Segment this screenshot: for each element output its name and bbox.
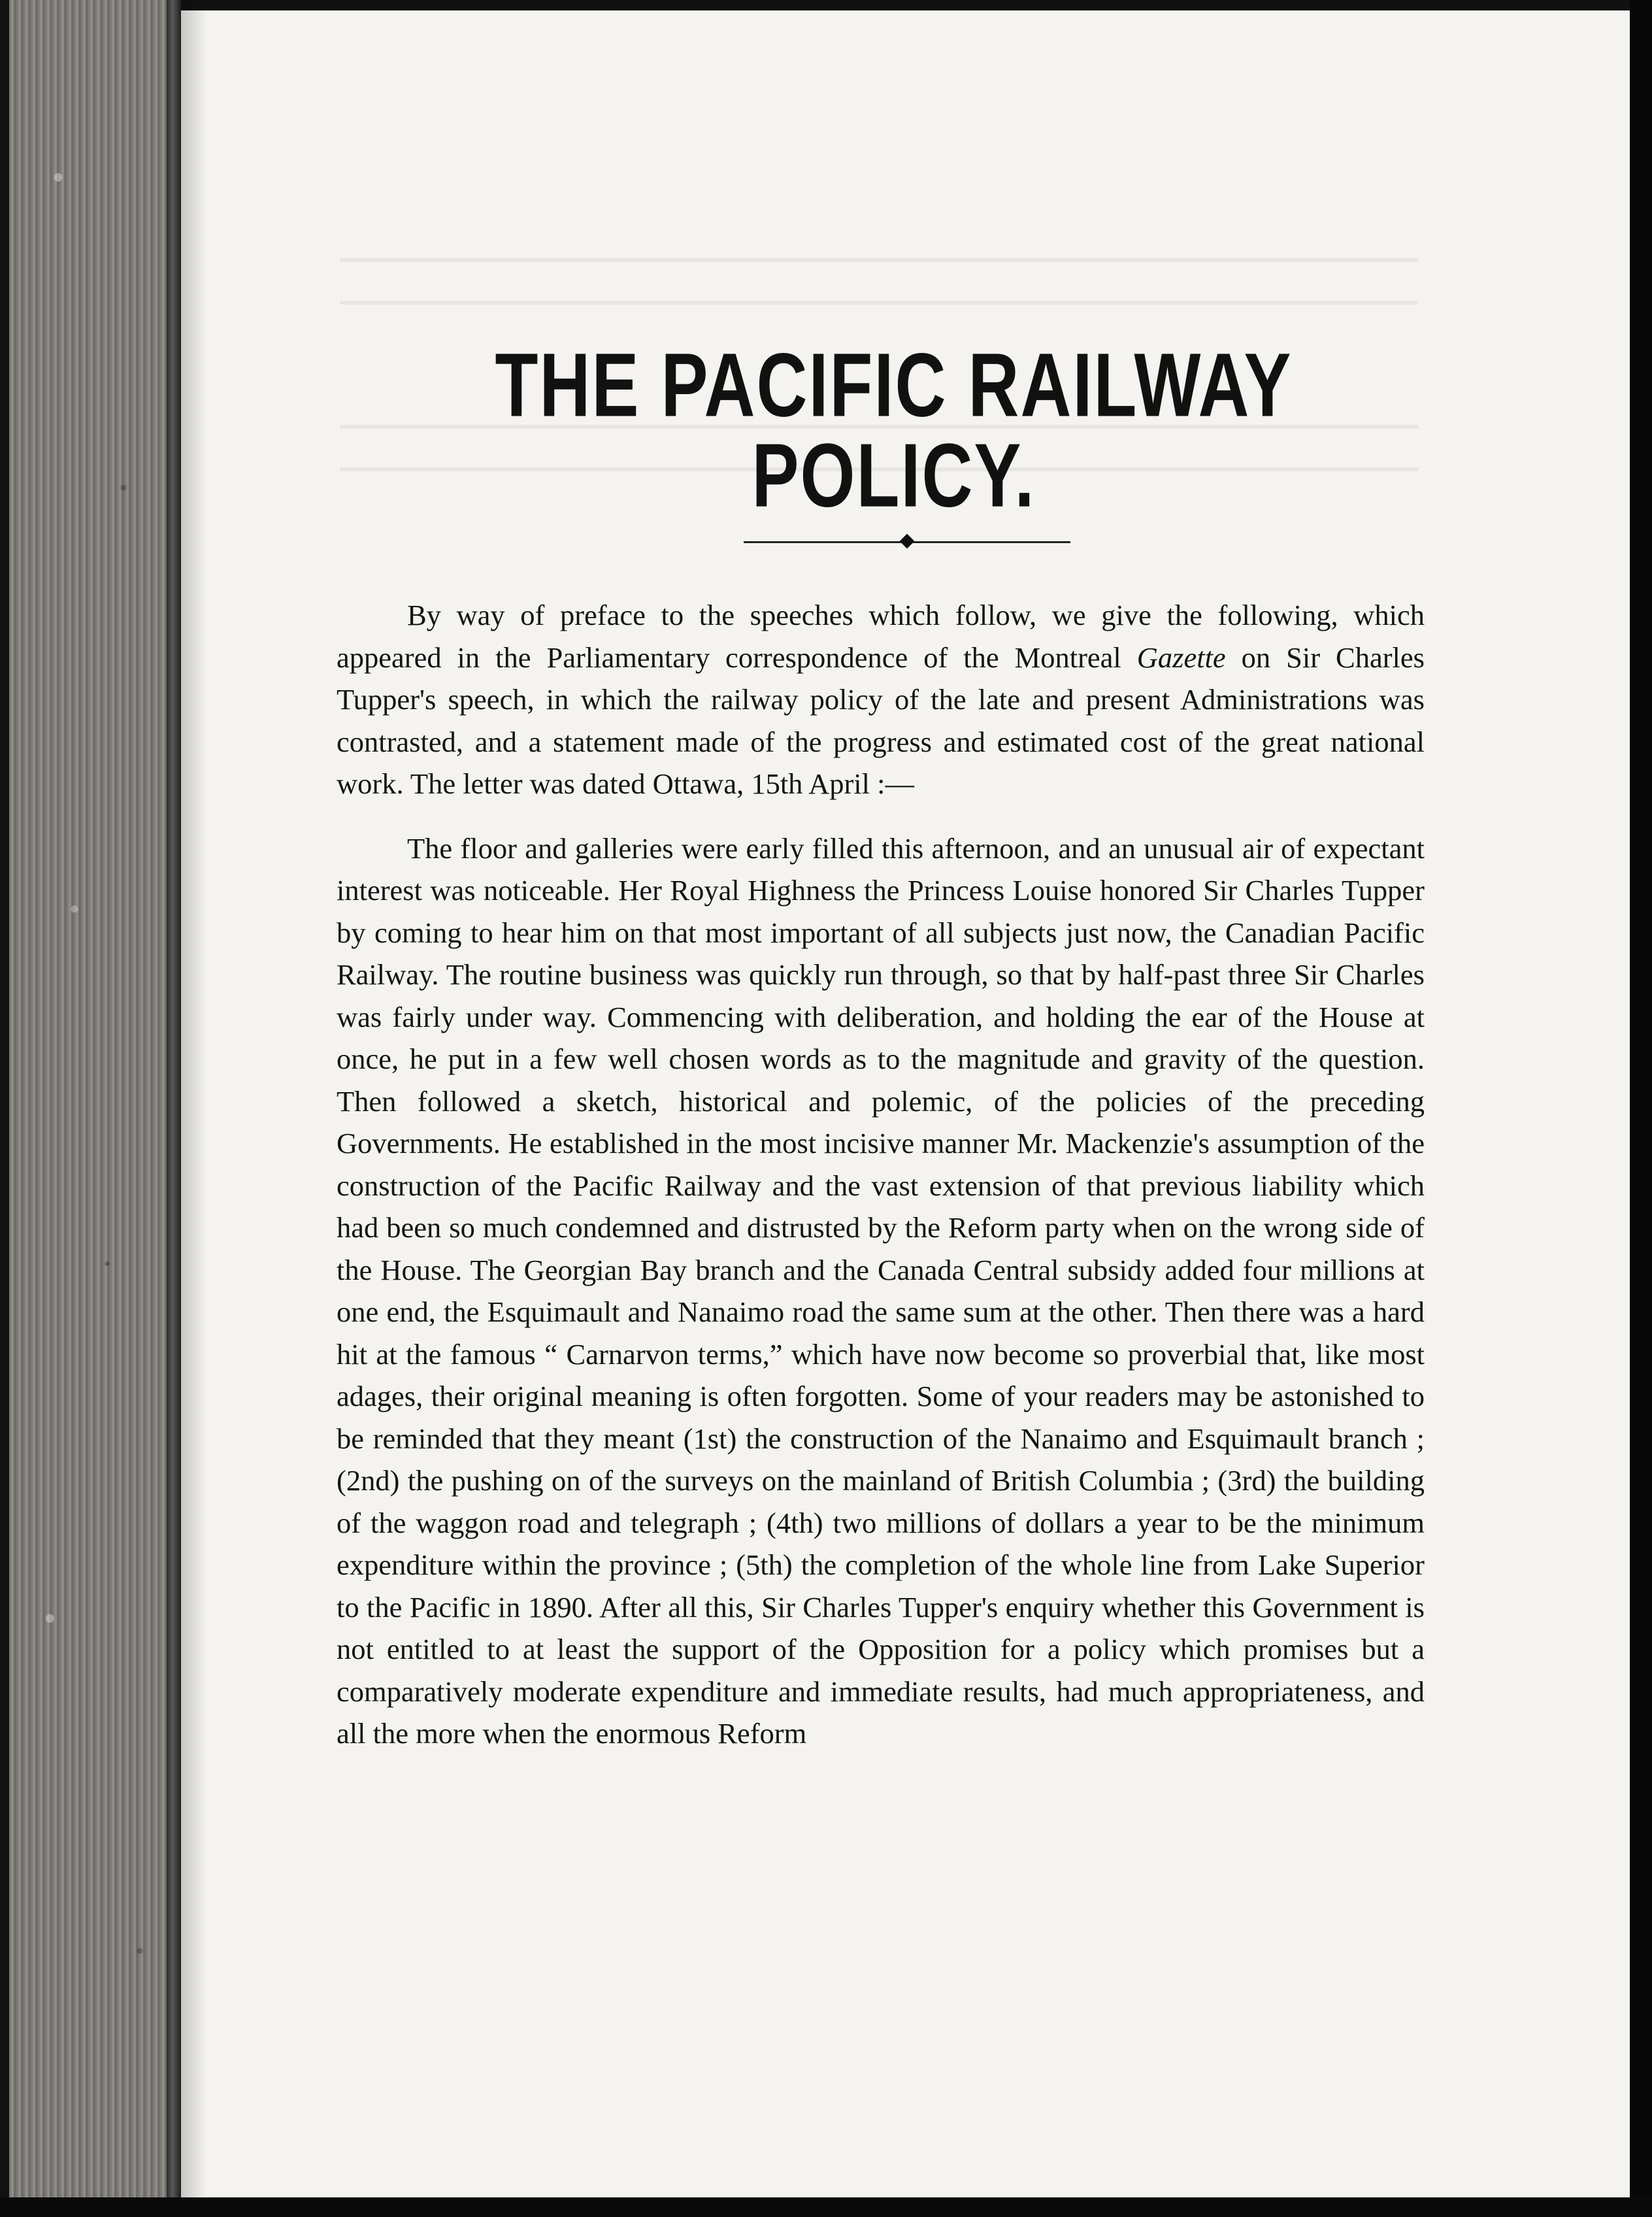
scan-border-bottom — [0, 2197, 1652, 2217]
scan-border-right — [1630, 0, 1652, 2217]
scan-border-top — [0, 0, 1652, 10]
scan-border-left — [0, 0, 9, 2217]
gutter-shadow — [181, 0, 207, 2217]
preface-newspaper-name: Gazette — [1136, 641, 1226, 674]
preface-text-1: By way of preface to the speeches which follow, we give the following, which appeared in the Parliamentary correspondence of the Montreal — [337, 599, 1425, 674]
page-content — [337, 334, 1425, 1755]
preface-paragraph — [337, 594, 1425, 805]
bleed-through-line — [340, 258, 1418, 262]
bleed-through-line — [340, 301, 1418, 305]
title-ornament-rule — [744, 541, 1070, 543]
page-title: THE PACIFIC RAILWAY POLICY. — [495, 334, 1293, 526]
body-paragraph: The floor and galleries were early filled this afternoon, and an unusual air of expectant interest was noticeable. Her Royal Highness the Princess Louise honored Sir Charles Tupper by coming to hear him on that most important of all subjects just now, the Canadian Pacific Railway. The routine business was quickly run through, so that by half-past three Sir Charles was fairly under way. Commencing with deliberation, and holding the ear of the House at once, he put in a few well chosen words as to the magnitude and gravity of the question. Then followed a sketch, historical and polemic, of the policies of the preceding Governments. He established in the most incisive manner Mr. Mackenzie's assumption of the construction of the Pacific Railway and the vast extension of that previous liability which had been so much condemned and distrusted by the Reform party when on the wrong side of the House. The Georgian Bay branch and the Canada Central subsidy added four millions at one end, the Esquimault and Nanaimo road the same sum at the other. Then there was a hard hit at the famous “ Carnarvon terms,” which have now become so proverbial that, like most adages, their original meaning is often forgotten. Some of your readers may be astonished to be reminded that they meant (1st) the construction of the Nanaimo and Esquimault branch ; (2nd) the pushing on of the surveys on the mainland of British Columbia ; (3rd) the building of the waggon road and telegraph ; (4th) two millions of dollars a year to be the minimum expenditure within the province ; (5th) the completion of the whole line from Lake Superior to the Pacific in 1890. After all this, Sir Charles Tupper's enquiry whether this Government is not entitled to at least the support of the Opposition for a policy which promises but a comparatively moderate expenditure and immediate results, had much appropriateness, and all the more when the enormous Reform — [337, 831, 1425, 1750]
preface-text-2: on Sir Charles Tupper's speech, in which the railway policy of the late and present Administrations was contrasted, and a statement made of the progress and estimated cost of the great national work. The letter was dated Ottawa, 15th April :— — [337, 641, 1425, 800]
page-spine-edge — [167, 0, 181, 2217]
torn-margin-strip — [9, 0, 173, 2217]
